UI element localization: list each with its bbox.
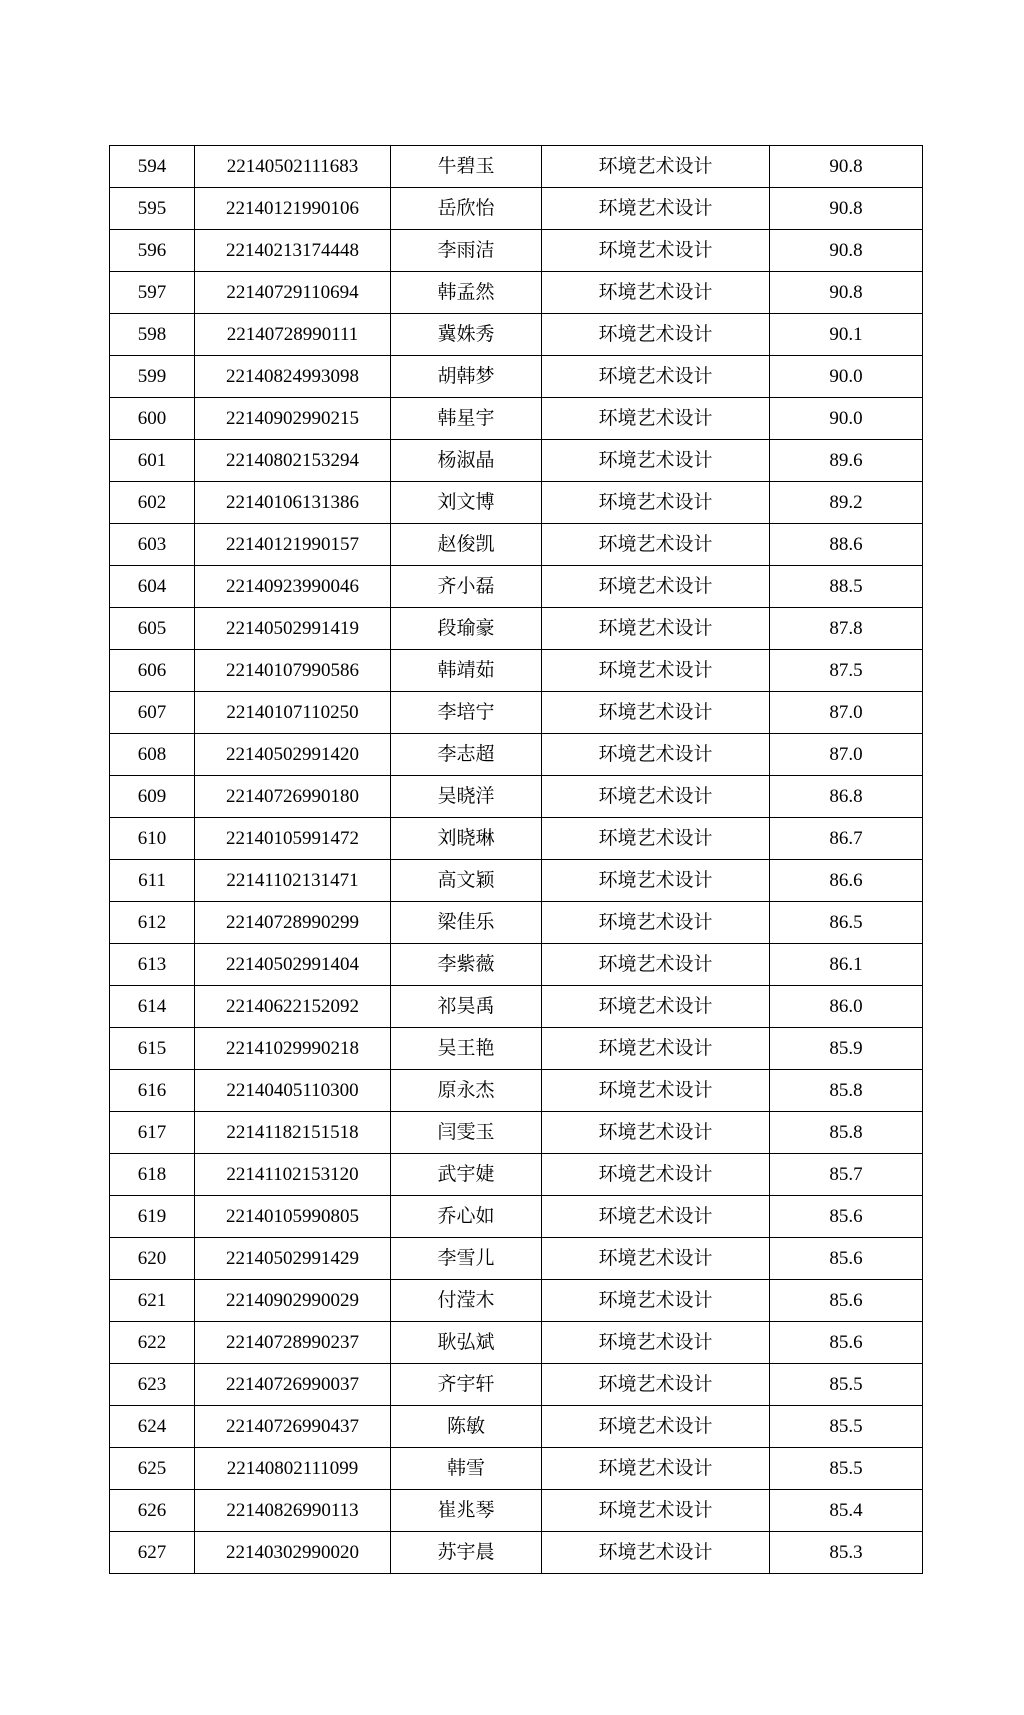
major-cell: 环境艺术设计	[542, 650, 770, 692]
major-cell: 环境艺术设计	[542, 944, 770, 986]
table-row	[110, 650, 923, 692]
major-cell: 环境艺术设计	[542, 146, 770, 188]
table-row	[110, 1154, 923, 1196]
score-cell: 85.8	[770, 1112, 923, 1154]
score-cell: 85.6	[770, 1322, 923, 1364]
table-row	[110, 1280, 923, 1322]
table-row	[110, 440, 923, 482]
score-cell: 90.8	[770, 146, 923, 188]
student-name-cell: 高文颖	[391, 860, 542, 902]
score-cell: 86.5	[770, 902, 923, 944]
score-cell: 85.6	[770, 1280, 923, 1322]
student-name-cell: 李志超	[391, 734, 542, 776]
score-cell: 87.0	[770, 692, 923, 734]
major-cell: 环境艺术设计	[542, 272, 770, 314]
score-cell: 90.1	[770, 314, 923, 356]
student-name-cell: 祁昊禹	[391, 986, 542, 1028]
student-name-cell: 李培宁	[391, 692, 542, 734]
exam-id-cell: 22140802153294	[195, 440, 391, 482]
major-cell: 环境艺术设计	[542, 860, 770, 902]
exam-id-cell: 22140902990215	[195, 398, 391, 440]
table-row	[110, 1490, 923, 1532]
student-name-cell: 武宇婕	[391, 1154, 542, 1196]
major-cell: 环境艺术设计	[542, 1238, 770, 1280]
score-cell: 85.5	[770, 1448, 923, 1490]
student-name-cell: 赵俊凯	[391, 524, 542, 566]
exam-id-cell: 22140213174448	[195, 230, 391, 272]
student-name-cell: 李雨洁	[391, 230, 542, 272]
table-row	[110, 1322, 923, 1364]
table-row	[110, 524, 923, 566]
student-name-cell: 岳欣怡	[391, 188, 542, 230]
major-cell: 环境艺术设计	[542, 776, 770, 818]
row-number-cell: 618	[110, 1154, 195, 1196]
table-row	[110, 230, 923, 272]
row-number-cell: 619	[110, 1196, 195, 1238]
student-name-cell: 刘文博	[391, 482, 542, 524]
score-cell: 85.5	[770, 1364, 923, 1406]
score-cell: 90.0	[770, 356, 923, 398]
table-row	[110, 818, 923, 860]
student-name-cell: 李雪儿	[391, 1238, 542, 1280]
score-cell: 89.6	[770, 440, 923, 482]
student-name-cell: 段瑜豪	[391, 608, 542, 650]
score-cell: 85.8	[770, 1070, 923, 1112]
exam-id-cell: 22140502111683	[195, 146, 391, 188]
score-cell: 86.1	[770, 944, 923, 986]
table-row	[110, 1070, 923, 1112]
major-cell: 环境艺术设计	[542, 734, 770, 776]
table-row	[110, 776, 923, 818]
score-cell: 85.7	[770, 1154, 923, 1196]
student-name-cell: 韩靖茹	[391, 650, 542, 692]
row-number-cell: 603	[110, 524, 195, 566]
score-cell: 85.4	[770, 1490, 923, 1532]
major-cell: 环境艺术设计	[542, 902, 770, 944]
exam-id-cell: 22140729110694	[195, 272, 391, 314]
row-number-cell: 627	[110, 1532, 195, 1574]
row-number-cell: 625	[110, 1448, 195, 1490]
student-name-cell: 杨淑晶	[391, 440, 542, 482]
score-cell: 86.0	[770, 986, 923, 1028]
exam-id-cell: 22140502991419	[195, 608, 391, 650]
row-number-cell: 623	[110, 1364, 195, 1406]
exam-id-cell: 22140106131386	[195, 482, 391, 524]
table-row	[110, 692, 923, 734]
exam-id-cell: 22140826990113	[195, 1490, 391, 1532]
score-cell: 85.5	[770, 1406, 923, 1448]
major-cell: 环境艺术设计	[542, 986, 770, 1028]
exam-id-cell: 22141029990218	[195, 1028, 391, 1070]
row-number-cell: 622	[110, 1322, 195, 1364]
row-number-cell: 596	[110, 230, 195, 272]
exam-id-cell: 22141102153120	[195, 1154, 391, 1196]
table-row	[110, 944, 923, 986]
row-number-cell: 606	[110, 650, 195, 692]
exam-id-cell: 22140728990237	[195, 1322, 391, 1364]
student-name-cell: 付滢木	[391, 1280, 542, 1322]
exam-id-cell: 22140728990299	[195, 902, 391, 944]
student-name-cell: 李紫薇	[391, 944, 542, 986]
major-cell: 环境艺术设计	[542, 314, 770, 356]
major-cell: 环境艺术设计	[542, 608, 770, 650]
row-number-cell: 608	[110, 734, 195, 776]
table-row	[110, 188, 923, 230]
major-cell: 环境艺术设计	[542, 398, 770, 440]
exam-id-cell: 22140502991429	[195, 1238, 391, 1280]
exam-id-cell: 22140902990029	[195, 1280, 391, 1322]
student-name-cell: 韩星宇	[391, 398, 542, 440]
score-cell: 90.8	[770, 230, 923, 272]
score-cell: 86.6	[770, 860, 923, 902]
student-name-cell: 齐宇轩	[391, 1364, 542, 1406]
exam-id-cell: 22140726990180	[195, 776, 391, 818]
student-name-cell: 闫雯玉	[391, 1112, 542, 1154]
table-row	[110, 272, 923, 314]
score-cell: 85.6	[770, 1196, 923, 1238]
exam-id-cell: 22140923990046	[195, 566, 391, 608]
row-number-cell: 616	[110, 1070, 195, 1112]
table-row	[110, 1406, 923, 1448]
major-cell: 环境艺术设计	[542, 356, 770, 398]
row-number-cell: 611	[110, 860, 195, 902]
student-name-cell: 崔兆琴	[391, 1490, 542, 1532]
student-name-cell: 冀姝秀	[391, 314, 542, 356]
major-cell: 环境艺术设计	[542, 482, 770, 524]
exam-id-cell: 22140302990020	[195, 1532, 391, 1574]
student-name-cell: 耿弘斌	[391, 1322, 542, 1364]
table-row	[110, 566, 923, 608]
score-cell: 87.0	[770, 734, 923, 776]
table-row	[110, 398, 923, 440]
table-row	[110, 986, 923, 1028]
major-cell: 环境艺术设计	[542, 1070, 770, 1112]
score-cell: 86.7	[770, 818, 923, 860]
row-number-cell: 594	[110, 146, 195, 188]
table-row	[110, 1028, 923, 1070]
score-cell: 86.8	[770, 776, 923, 818]
student-name-cell: 吴王艳	[391, 1028, 542, 1070]
score-table	[109, 145, 923, 1574]
exam-id-cell: 22140121990157	[195, 524, 391, 566]
table-row	[110, 734, 923, 776]
row-number-cell: 602	[110, 482, 195, 524]
table-row	[110, 1196, 923, 1238]
row-number-cell: 599	[110, 356, 195, 398]
exam-id-cell: 22140728990111	[195, 314, 391, 356]
exam-id-cell: 22140107110250	[195, 692, 391, 734]
table-row	[110, 1448, 923, 1490]
score-cell: 90.0	[770, 398, 923, 440]
row-number-cell: 595	[110, 188, 195, 230]
score-cell: 85.3	[770, 1532, 923, 1574]
score-cell: 90.8	[770, 272, 923, 314]
score-cell: 87.5	[770, 650, 923, 692]
table-row	[110, 1532, 923, 1574]
row-number-cell: 607	[110, 692, 195, 734]
row-number-cell: 605	[110, 608, 195, 650]
exam-id-cell: 22140802111099	[195, 1448, 391, 1490]
major-cell: 环境艺术设计	[542, 1154, 770, 1196]
major-cell: 环境艺术设计	[542, 1532, 770, 1574]
student-name-cell: 陈敏	[391, 1406, 542, 1448]
exam-id-cell: 22140502991420	[195, 734, 391, 776]
student-name-cell: 梁佳乐	[391, 902, 542, 944]
row-number-cell: 626	[110, 1490, 195, 1532]
score-cell: 88.6	[770, 524, 923, 566]
row-number-cell: 600	[110, 398, 195, 440]
student-name-cell: 苏宇晨	[391, 1532, 542, 1574]
exam-id-cell: 22140405110300	[195, 1070, 391, 1112]
row-number-cell: 614	[110, 986, 195, 1028]
row-number-cell: 612	[110, 902, 195, 944]
row-number-cell: 597	[110, 272, 195, 314]
exam-id-cell: 22140107990586	[195, 650, 391, 692]
row-number-cell: 620	[110, 1238, 195, 1280]
exam-id-cell: 22141102131471	[195, 860, 391, 902]
major-cell: 环境艺术设计	[542, 1280, 770, 1322]
row-number-cell: 617	[110, 1112, 195, 1154]
major-cell: 环境艺术设计	[542, 1406, 770, 1448]
table-row	[110, 1364, 923, 1406]
row-number-cell: 609	[110, 776, 195, 818]
table-row	[110, 902, 923, 944]
row-number-cell: 615	[110, 1028, 195, 1070]
student-name-cell: 原永杰	[391, 1070, 542, 1112]
table-row	[110, 482, 923, 524]
row-number-cell: 613	[110, 944, 195, 986]
major-cell: 环境艺术设计	[542, 692, 770, 734]
row-number-cell: 598	[110, 314, 195, 356]
major-cell: 环境艺术设计	[542, 1322, 770, 1364]
major-cell: 环境艺术设计	[542, 566, 770, 608]
exam-id-cell: 22140726990037	[195, 1364, 391, 1406]
table-row	[110, 608, 923, 650]
student-name-cell: 齐小磊	[391, 566, 542, 608]
student-name-cell: 韩雪	[391, 1448, 542, 1490]
score-cell: 89.2	[770, 482, 923, 524]
exam-id-cell: 22140622152092	[195, 986, 391, 1028]
row-number-cell: 624	[110, 1406, 195, 1448]
student-name-cell: 韩孟然	[391, 272, 542, 314]
exam-id-cell: 22140824993098	[195, 356, 391, 398]
table-body	[110, 146, 923, 1574]
row-number-cell: 604	[110, 566, 195, 608]
exam-id-cell: 22140502991404	[195, 944, 391, 986]
score-cell: 85.9	[770, 1028, 923, 1070]
table-row	[110, 356, 923, 398]
exam-id-cell: 22140121990106	[195, 188, 391, 230]
major-cell: 环境艺术设计	[542, 440, 770, 482]
table-row	[110, 1112, 923, 1154]
major-cell: 环境艺术设计	[542, 1448, 770, 1490]
exam-id-cell: 22140105990805	[195, 1196, 391, 1238]
major-cell: 环境艺术设计	[542, 1490, 770, 1532]
table-row	[110, 1238, 923, 1280]
student-name-cell: 牛碧玉	[391, 146, 542, 188]
major-cell: 环境艺术设计	[542, 230, 770, 272]
score-cell: 87.8	[770, 608, 923, 650]
table-row	[110, 146, 923, 188]
student-name-cell: 刘晓琳	[391, 818, 542, 860]
major-cell: 环境艺术设计	[542, 1364, 770, 1406]
row-number-cell: 610	[110, 818, 195, 860]
major-cell: 环境艺术设计	[542, 1028, 770, 1070]
exam-id-cell: 22140726990437	[195, 1406, 391, 1448]
score-cell: 90.8	[770, 188, 923, 230]
score-cell: 88.5	[770, 566, 923, 608]
score-cell: 85.6	[770, 1238, 923, 1280]
exam-id-cell: 22140105991472	[195, 818, 391, 860]
major-cell: 环境艺术设计	[542, 188, 770, 230]
student-name-cell: 胡韩梦	[391, 356, 542, 398]
student-name-cell: 乔心如	[391, 1196, 542, 1238]
exam-id-cell: 22141182151518	[195, 1112, 391, 1154]
major-cell: 环境艺术设计	[542, 818, 770, 860]
student-name-cell: 吴晓洋	[391, 776, 542, 818]
row-number-cell: 621	[110, 1280, 195, 1322]
major-cell: 环境艺术设计	[542, 1196, 770, 1238]
table-row	[110, 314, 923, 356]
major-cell: 环境艺术设计	[542, 1112, 770, 1154]
table-row	[110, 860, 923, 902]
major-cell: 环境艺术设计	[542, 524, 770, 566]
row-number-cell: 601	[110, 440, 195, 482]
